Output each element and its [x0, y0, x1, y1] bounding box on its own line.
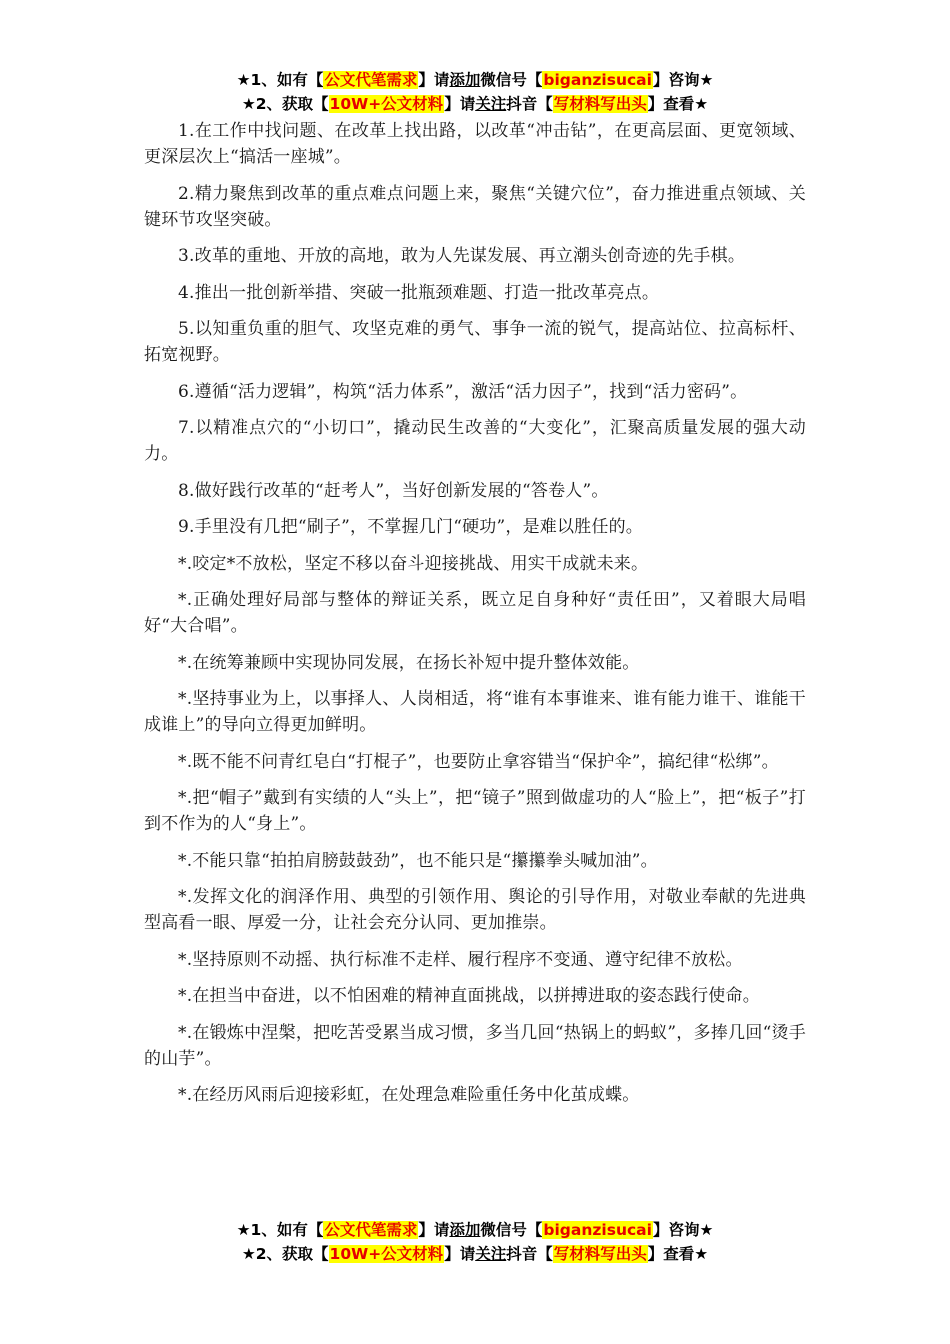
document-body [144, 118, 806, 1119]
star-icon: ★ [241, 95, 256, 113]
paragraph: 4.推出一批创新举措、突破一批瓶颈难题、打造一批改革亮点。 [178, 282, 660, 303]
paragraph: 6.遵循“活力逻辑”，构筑“活力体系”，激活“活力因子”，找到“活力密码”。 [178, 381, 748, 402]
underlined-follow: 关注 [475, 1245, 507, 1263]
highlight-wechat-id: biganzisucai [543, 1221, 652, 1239]
highlight-wechat-id: biganzisucai [543, 71, 652, 89]
highlight-douyin-account: 写材料写出头 [553, 95, 647, 113]
star-icon: ★ [236, 71, 251, 89]
banner-line-2: ★2、获取【10W+公文材料】请关注抖音【写材料写出头】查看★ [241, 1245, 709, 1263]
star-icon: ★ [241, 1245, 256, 1263]
highlight-service: 公文代笔需求 [324, 1221, 418, 1239]
highlight-douyin-account: 写材料写出头 [553, 1245, 647, 1263]
highlight-materials: 10W+公文材料 [329, 1245, 444, 1263]
highlight-service: 公文代笔需求 [324, 71, 418, 89]
paragraph: 9.手里没有几把“刷子”，不掌握几门“硬功”，是难以胜任的。 [178, 517, 643, 537]
paragraph: *.坚持原则不动摇、执行标准不走样、履行程序不变通、遵守纪律不放松。 [178, 949, 743, 970]
underlined-add: 添加 [449, 71, 481, 89]
banner-line-2: ★2、获取【10W+公文材料】请关注抖音【写材料写出头】查看★ [241, 95, 709, 113]
banner-line-1: ★1、如有【公文代笔需求】请添加微信号【biganzisucai】咨询★ [236, 1221, 714, 1239]
paragraph: *.在担当中奋进，以不怕困难的精神直面挑战，以拼搏进取的姿态践行使命。 [178, 986, 760, 1006]
underlined-follow: 关注 [475, 95, 507, 113]
paragraph: *.把“帽子”戴到有实绩的人“头上”，把“镜子”照到做虚功的人“脸上”，把“板子”打到不作为的人“身上”。 [144, 788, 806, 834]
paragraph: *.在经历风雨后迎接彩虹，在处理急难险重任务中化茧成蝶。 [178, 1085, 640, 1105]
paragraph: 2.精力聚焦到改革的重点难点问题上来，聚焦“关键穴位”，奋力推进重点领域、关键环节攻坚突破。 [144, 183, 806, 230]
highlight-materials: 10W+公文材料 [329, 95, 444, 113]
paragraph: *.在统筹兼顾中实现协同发展，在扬长补短中提升整体效能。 [178, 652, 640, 673]
paragraph: *.坚持事业为上，以事择人、人岗相适，将“谁有本事谁来、谁有能力谁干、谁能干成谁上”的导向立得更加鲜明。 [144, 689, 806, 735]
paragraph: 1.在工作中找问题、在改革上找出路，以改革“冲击钻”，在更高层面、更宽领域、更深层次上“搞活一座城”。 [144, 121, 806, 167]
paragraph: *.不能只靠“拍拍肩膀鼓鼓劲”，也不能只是“攥攥拳头喊加油”。 [178, 850, 658, 871]
underlined-add: 添加 [449, 1221, 481, 1239]
paragraph: 3.改革的重地、开放的高地，敢为人先谋发展、再立潮头创奇迹的先手棋。 [178, 246, 746, 266]
paragraph: *.既不能不问青红皂白“打棍子”，也要防止拿容错当“保护伞”，搞纪律“松绑”。 [178, 751, 779, 772]
star-icon: ★ [236, 1221, 251, 1239]
paragraph: 7.以精准点穴的“小切口”，撬动民生改善的“大变化”，汇聚高质量发展的强大动力。 [144, 418, 806, 464]
banner-line-1: ★1、如有【公文代笔需求】请添加微信号【biganzisucai】咨询★ [236, 71, 714, 89]
paragraph: *.正确处理好局部与整体的辩证关系，既立足自身种好“责任田”，又着眼大局唱好“大合唱”。 [144, 590, 806, 636]
paragraph: *.在锻炼中涅槃，把吃苦受累当成习惯，多当几回“热锅上的蚂蚁”，多捧几回“烫手的山芋”。 [144, 1022, 806, 1069]
header-banner [0, 68, 950, 116]
footer-banner [0, 1218, 950, 1266]
paragraph: 5.以知重负重的胆气、攻坚克难的勇气、事争一流的锐气，提高站位、拉高标杆、拓宽视野。 [144, 319, 806, 365]
paragraph: 8.做好践行改革的“赶考人”，当好创新发展的“答卷人”。 [178, 480, 609, 501]
paragraph: *.发挥文化的润泽作用、典型的引领作用、舆论的引导作用，对敬业奉献的先进典型高看一眼、厚爱一分，让社会充分认同、更加推崇。 [144, 887, 806, 933]
paragraph: *.咬定*不放松，坚定不移以奋斗迎接挑战、用实干成就未来。 [178, 553, 649, 574]
